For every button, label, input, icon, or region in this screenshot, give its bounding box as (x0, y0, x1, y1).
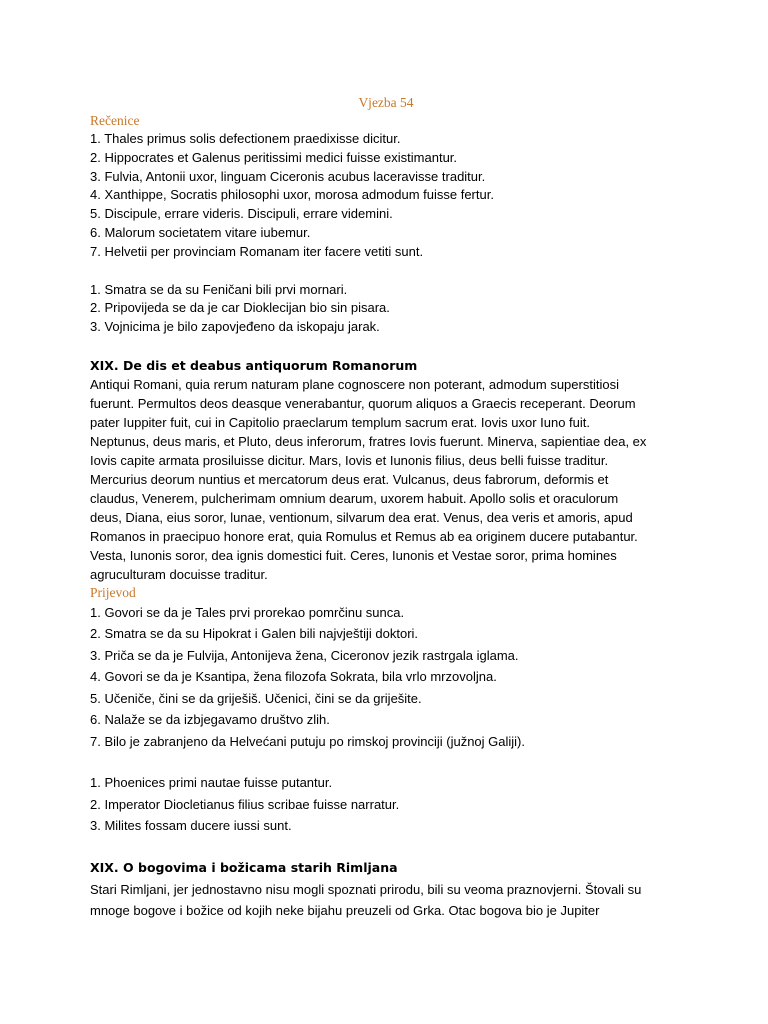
paragraph-line: fuerunt. Permultos deos deasque venerabantur, quorum aliquos a Graecis receperant. Deorum (90, 395, 636, 411)
croatian-sentence-list (90, 281, 682, 337)
croatian-text-paragraph (90, 879, 682, 922)
paragraph-line: deus, Diana, eius soror, lunae, ventionum, silvarum dea erat. Venus, dea veris et amoris, apud (90, 509, 633, 525)
paragraph-line: mnoge bogove i božice od kojih neke bijahu preuzeli od Grka. Otac bogova bio je Jupiter (90, 903, 600, 919)
latin-sentence-list (90, 130, 682, 262)
list-item: 7. Helvetii per provinciam Romanam iter facere vetiti sunt. (90, 243, 424, 259)
latin-translation-list (90, 772, 682, 837)
paragraph-line: Mercurius deorum nuntius et mercatorum deus erat. Vulcanus, deus fabrorum, deformis et (90, 471, 609, 487)
section-label-recenice: Rečenice (90, 113, 140, 128)
list-item: 2. Smatra se da su Hipokrat i Galen bili najvještiji doktori. (90, 626, 419, 642)
list-item: 2. Pripovijeda se da je car Dioklecijan bio sin pisara. (90, 300, 390, 316)
paragraph-line: Stari Rimljani, jer jednostavno nisu mogli spoznati prirodu, bili su veoma praznovjerni. Štovali su (90, 881, 642, 897)
list-item: 1. Smatra se da su Feničani bili prvi mornari. (90, 281, 348, 297)
paragraph-line: Antiqui Romani, quia rerum naturam plane cognoscere non poterant, admodum superstitiosi (90, 376, 619, 392)
list-item: 3. Priča se da je Fulvija, Antonijeva žena, Ciceronov jezik rastrgala iglama. (90, 647, 519, 663)
list-item: 1. Thales primus solis defectionem praedixisse dicitur. (90, 131, 401, 146)
document-content (90, 94, 682, 922)
paragraph-line: Romanos in praecipuo honore erat, quia Romulus et Remus ab ea originem ducere putabantur. (90, 528, 638, 544)
section-label-prijevod: Prijevod (90, 584, 136, 600)
croatian-translation-list (90, 602, 682, 753)
list-item: 7. Bilo je zabranjeno da Helvećani putuju po rimskoj provinciji (južnoj Galiji). (90, 733, 525, 749)
list-item: 3. Vojnicima je bilo zapovjeđeno da iskopaju jarak. (90, 319, 380, 335)
latin-text-heading: XIX. De dis et deabus antiquorum Romanorum (90, 357, 418, 373)
paragraph-line: Vesta, Iunonis soror, dea ignis domestici fuit. Ceres, Iunonis et Vestae soror, prima homines (90, 547, 617, 563)
paragraph-line: claudus, Venerem, pulcherimam omnium dearum, uxorem habuit. Apollo solis et oraculorum (90, 490, 619, 506)
list-item: 6. Malorum societatem vitare iubemur. (90, 224, 311, 240)
list-item: 6. Nalaže se da izbjegavamo društvo zlih. (90, 712, 330, 728)
page-title: Vjezba 54 (358, 95, 414, 110)
paragraph-line: agruculturam docuisse traditur. (90, 566, 268, 582)
list-item: 1. Govori se da je Tales prvi prorekao pomrčinu sunca. (90, 604, 405, 620)
latin-text-paragraph (90, 375, 682, 584)
paragraph-line: Iovis capite armata prosiluisse dicitur. Mars, Iovis et Iunonis filius, deus belli fuisse traditur. (90, 452, 609, 468)
list-item: 5. Discipule, errare videris. Discipuli, errare videmini. (90, 206, 393, 222)
list-item: 2. Hippocrates et Galenus peritissimi medici fuisse existimantur. (90, 149, 458, 165)
list-item: 1. Phoenices primi nautae fuisse putantur. (90, 775, 333, 791)
list-item: 4. Govori se da je Ksantipa, žena filozofa Sokrata, bila vrlo mrzovoljna. (90, 669, 497, 685)
paragraph-line: Neptunus, deus maris, et Pluto, deus inferorum, fratres Iovis fuerunt. Minerva, sapientiae dea, ex (90, 433, 647, 449)
croatian-text-heading: XIX. O bogovima i božicama starih Rimljana (90, 859, 398, 875)
paragraph-line: pater Iuppiter fuit, cui in Capitolio praeclarum templum sacrum erat. Iovis uxor Iuno fuit. (90, 414, 590, 430)
list-item: 3. Milites fossam ducere iussi sunt. (90, 818, 292, 834)
list-item: 2. Imperator Diocletianus filius scribae fuisse narratur. (90, 796, 400, 812)
list-item: 5. Učeniče, čini se da griješiš. Učenici, čini se da griješite. (90, 690, 422, 706)
list-item: 3. Fulvia, Antonii uxor, linguam Ciceronis acubus laceravisse traditur. (90, 168, 486, 184)
list-item: 4. Xanthippe, Socratis philosophi uxor, morosa admodum fuisse fertur. (90, 187, 494, 203)
